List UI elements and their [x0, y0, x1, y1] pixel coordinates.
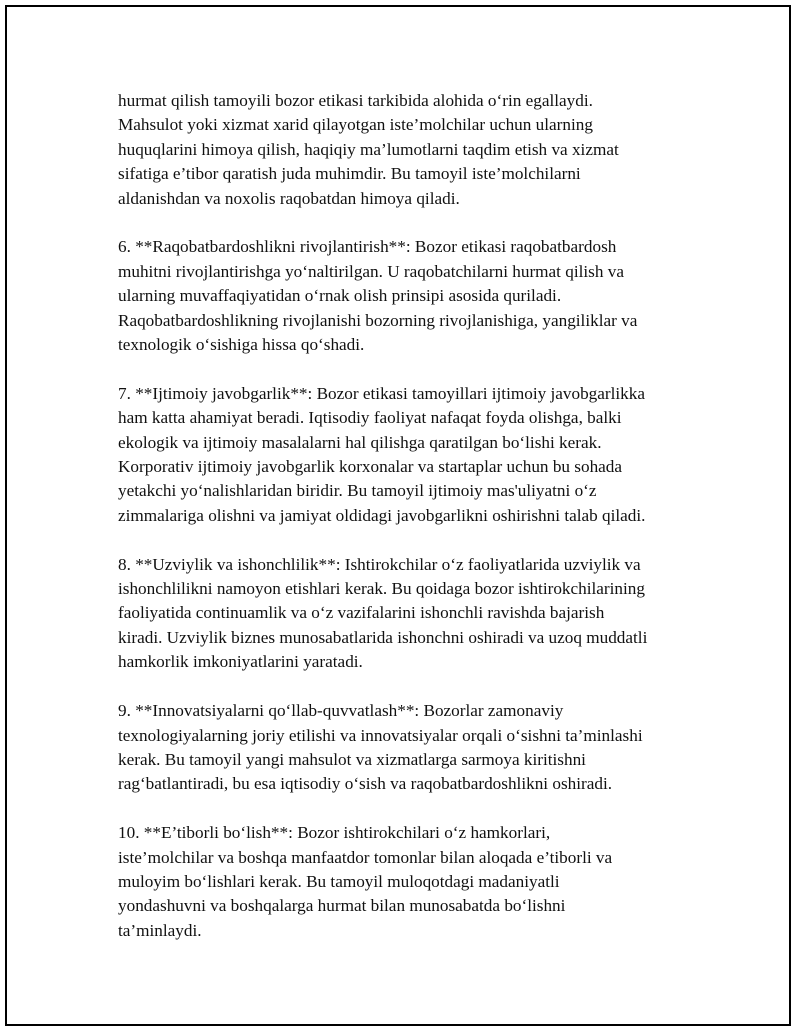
- text-line: 9. **Innovatsiyalarni qo‘llab-quvvatlash**: Bozorlar zamonaviy: [118, 701, 564, 721]
- text-line: rag‘batlantiradi, bu esa iqtisodiy o‘sish va raqobatbardoshlikni oshiradi.: [118, 774, 613, 794]
- text-line: texnologik o‘sishiga hissa qo‘shadi.: [118, 335, 365, 355]
- paragraph-item-9: [118, 699, 698, 797]
- text-line: hamkorlik imkoniyatlarini yaratadi.: [118, 652, 363, 672]
- text-line: ekologik va ijtimoiy masalalarni hal qilishga qaratilgan bo‘lishi kerak.: [118, 432, 602, 452]
- text-line: kerak. Bu tamoyil yangi mahsulot va xizmatlarga sarmoya kiritishni: [118, 749, 586, 769]
- text-line: 7. **Ijtimoiy javobgarlik**: Bozor etikasi tamoyillari ijtimoiy javobgarlikka: [118, 383, 645, 403]
- text-line: yetakchi yo‘nalishlaridan biridir. Bu tamoyil ijtimoiy mas'uliyatni o‘z: [118, 481, 597, 501]
- text-line: kiradi. Uzviylik biznes munosabatlarida ishonchni oshiradi va uzoq muddatli: [118, 627, 648, 647]
- text-line: ishonchlilikni namoyon etishlari kerak. Bu qoidaga bozor ishtirokchilarining: [118, 579, 645, 599]
- text-line: faoliyatida continuamlik va o‘z vazifalarini ishonchli ravishda bajarish: [118, 603, 605, 623]
- text-line: Korporativ ijtimoiy javobgarlik korxonalar va startaplar uchun bu sohada: [118, 457, 623, 477]
- document-body: [118, 89, 698, 968]
- text-line: ularning muvaffaqiyatidan o‘rnak olish prinsipi asosida quriladi.: [118, 286, 562, 306]
- paragraph-item-8: [118, 553, 698, 675]
- text-line: 8. **Uzviylik va ishonchlilik**: Ishtirokchilar o‘z faoliyatlarida uzviylik va: [118, 554, 641, 574]
- text-line: yondashuvni va boshqalarga hurmat bilan munosabatda bo‘lishni: [118, 896, 566, 916]
- text-line: sifatiga e’tibor qaratish juda muhimdir. Bu tamoyil iste’molchilarni: [118, 164, 581, 184]
- text-line: texnologiyalarning joriy etilishi va innovatsiyalar orqali o‘sishni ta’minlashi: [118, 725, 643, 745]
- paragraph-consumer-respect: [118, 89, 698, 211]
- text-line: iste’molchilar va boshqa manfaatdor tomonlar bilan aloqada e’tiborli va: [118, 847, 613, 867]
- text-line: Raqobatbardoshlikning rivojlanishi bozorning rivojlanishiga, yangiliklar va: [118, 310, 638, 330]
- text-line: zimmalariga olishni va jamiyat oldidagi javobgarlikni oshirishni talab qiladi.: [118, 505, 646, 525]
- text-line: huquqlarini himoya qilish, haqiqiy ma’lumotlarni taqdim etish va xizmat: [118, 139, 619, 159]
- text-line: muloyim bo‘lishlari kerak. Bu tamoyil muloqotdagi madaniyatli: [118, 871, 560, 891]
- text-line: ham katta ahamiyat beradi. Iqtisodiy faoliyat nafaqat foyda olishga, balki: [118, 408, 622, 428]
- text-line: muhitni rivojlantirishga yo‘naltirilgan. U raqobatchilarni hurmat qilish va: [118, 261, 624, 281]
- text-line: hurmat qilish tamoyili bozor etikasi tarkibida alohida o‘rin egallaydi.: [118, 91, 593, 110]
- paragraph-item-7: [118, 382, 698, 528]
- text-line: aldanishdan va noxolis raqobatdan himoya qiladi.: [118, 188, 460, 208]
- paragraph-item-6: [118, 235, 698, 357]
- text-line: ta’minlaydi.: [118, 920, 202, 940]
- text-line: Mahsulot yoki xizmat xarid qilayotgan iste’molchilar uchun ularning: [118, 115, 593, 135]
- text-line: 6. **Raqobatbardoshlikni rivojlantirish**: Bozor etikasi raqobatbardosh: [118, 237, 617, 257]
- text-line: 10. **E’tiborli bo‘lish**: Bozor ishtirokchilari o‘z hamkorlari,: [118, 823, 551, 843]
- paragraph-item-10: [118, 821, 698, 943]
